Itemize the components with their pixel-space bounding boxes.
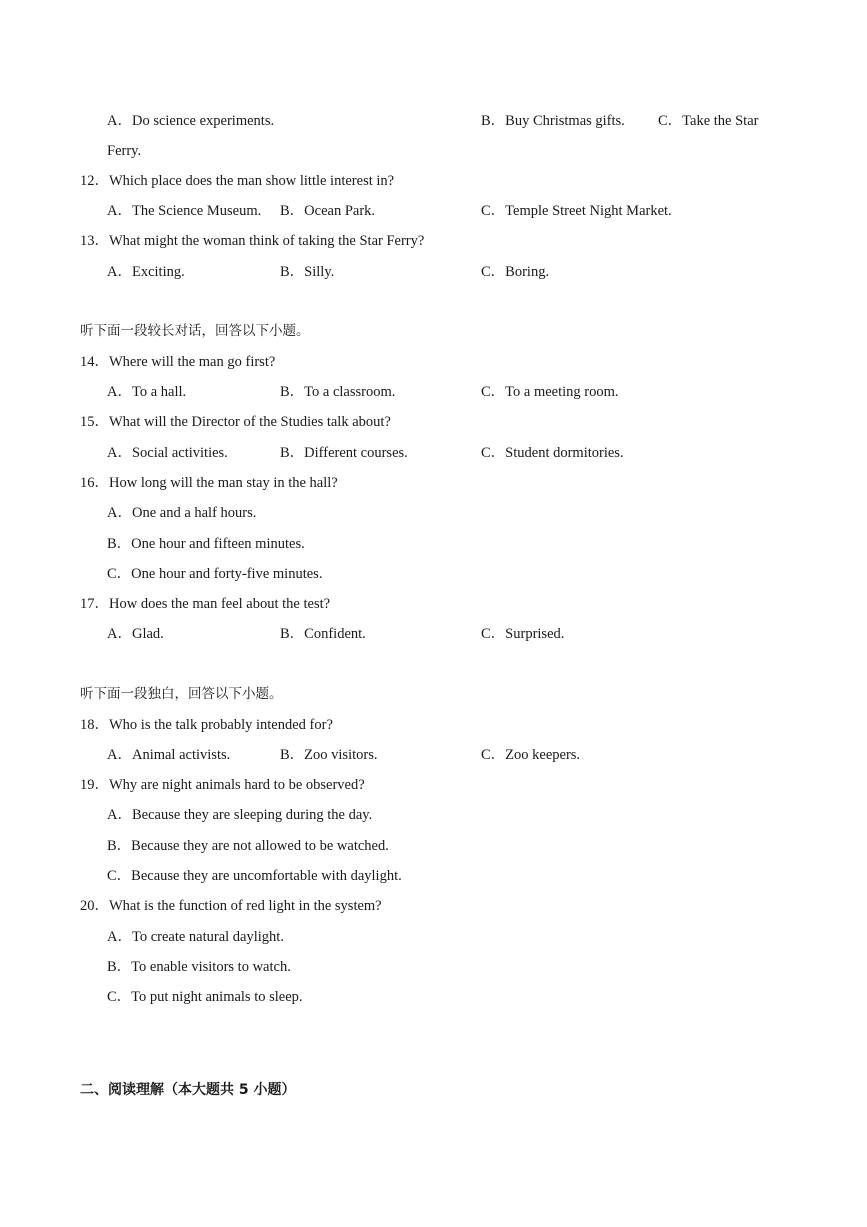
q20-option-b: B．To enable visitors to watch. [107, 959, 291, 975]
part-two-heading: 二、阅读理解（本大题共 5 小题） [80, 1082, 296, 1098]
q14-stem: 14．Where will the man go first? [80, 354, 276, 370]
q11-option-c-continuation: Ferry. [107, 143, 142, 159]
q20-option-c: C．To put night animals to sleep. [107, 989, 303, 1005]
q19-option-b: B．Because they are not allowed to be watched. [107, 838, 389, 854]
q12-stem: 12．Which place does the man show little interest in? [80, 173, 395, 189]
q14-option-b: B．To a classroom. [280, 384, 396, 400]
q11-option-a: A．Do science experiments. [107, 113, 275, 129]
q18-stem: 18．Who is the talk probably intended for? [80, 717, 333, 733]
q12-option-b: B．Ocean Park. [280, 203, 376, 219]
q16-option-b: B．One hour and fifteen minutes. [107, 536, 305, 552]
q19-option-c: C．Because they are uncomfortable with daylight. [107, 868, 402, 884]
q17-option-a: A．Glad. [107, 626, 164, 642]
q18-option-c: C．Zoo keepers. [481, 747, 581, 763]
q15-stem: 15．What will the Director of the Studies talk about? [80, 414, 391, 430]
q13-option-b: B．Silly. [280, 264, 335, 280]
section-instruction-monologue: 听下面一段独白，回答以下小题。 [80, 686, 283, 702]
section-instruction-dialogue: 听下面一段较长对话，回答以下小题。 [80, 323, 310, 339]
q17-option-b: B．Confident. [280, 626, 366, 642]
q12-option-c: C．Temple Street Night Market. [481, 203, 672, 219]
q16-stem: 16．How long will the man stay in the hall? [80, 475, 338, 491]
q20-option-a: A．To create natural daylight. [107, 929, 284, 945]
q18-option-a: A．Animal activists. [107, 747, 231, 763]
q12-option-a: A．The Science Museum. [107, 203, 262, 219]
q17-option-c: C．Surprised. [481, 626, 565, 642]
q16-option-a: A．One and a half hours. [107, 505, 257, 521]
q15-option-a: A．Social activities. [107, 445, 228, 461]
q14-option-c: C．To a meeting room. [481, 384, 619, 400]
q13-option-a: A．Exciting. [107, 264, 185, 280]
q20-stem: 20．What is the function of red light in the system? [80, 898, 382, 914]
q17-stem: 17．How does the man feel about the test? [80, 596, 331, 612]
q18-option-b: B．Zoo visitors. [280, 747, 378, 763]
q19-stem: 19．Why are night animals hard to be observed? [80, 777, 365, 793]
q11-option-c: C．Take the Star [658, 113, 759, 129]
q13-option-c: C．Boring. [481, 264, 550, 280]
q14-option-a: A．To a hall. [107, 384, 187, 400]
q15-option-c: C．Student dormitories. [481, 445, 624, 461]
q19-option-a: A．Because they are sleeping during the day. [107, 807, 373, 823]
q15-option-b: B．Different courses. [280, 445, 408, 461]
q16-option-c: C．One hour and forty-five minutes. [107, 566, 323, 582]
q13-stem: 13．What might the woman think of taking the Star Ferry? [80, 233, 425, 249]
q11-option-b: B．Buy Christmas gifts. [481, 113, 625, 129]
